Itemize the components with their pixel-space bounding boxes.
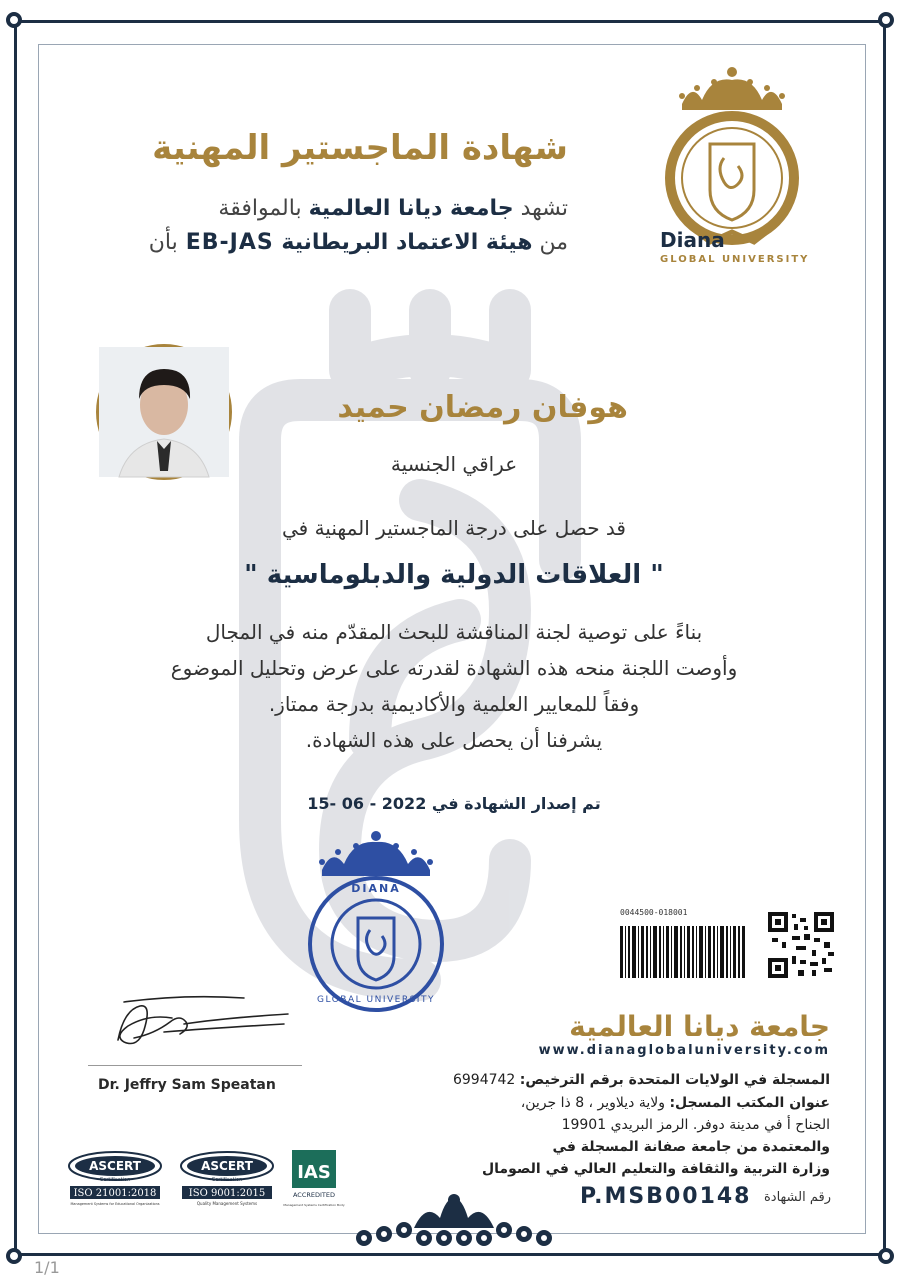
- badge-1-sub: Certification: [99, 1177, 131, 1183]
- corner-ornament: [878, 1248, 894, 1264]
- certificate-number-label: رقم الشهادة: [764, 1190, 831, 1205]
- address-text-1: ولاية ديلاوير ، 8 ذا جرين،: [520, 1095, 665, 1111]
- body-line-4: يشرفنا أن يحصل على هذه الشهادة.: [305, 728, 603, 752]
- badge-3-caption: Management Systems Certification Body: [283, 1203, 345, 1207]
- body-line-3: وفقاً للمعايير العلمية والأكاديمية بدرجة ممتاز.: [268, 692, 640, 716]
- intro-line-1-university: جامعة ديانا العالمية: [308, 196, 514, 221]
- qr-code-icon: [768, 912, 834, 978]
- corner-ornament: [878, 12, 894, 28]
- registration-number: 6994742: [452, 1072, 516, 1088]
- badge-1-iso: ISO 21001:2018: [73, 1188, 157, 1199]
- university-seal-icon: [296, 826, 456, 1026]
- badge-2-caption: Quality Management Systems: [196, 1201, 258, 1206]
- seal-bottom-text: GLOBAL UNIVERSITY: [317, 995, 435, 1005]
- seal-top-text: DIANA: [351, 882, 401, 895]
- accreditation-line-2: وزارة التربية والثقافة والتعليم العالي في الصومال: [482, 1161, 830, 1177]
- certificate-number: P.MSB00148: [580, 1184, 752, 1209]
- logo-brand: Diana: [660, 228, 725, 252]
- badge-1-caption: Management Systems for Educational Organizations: [70, 1202, 160, 1206]
- address-line-1: [521, 1095, 830, 1111]
- barcode-icon: [618, 918, 746, 980]
- page-marker: 1/1: [34, 1258, 60, 1277]
- ascert-iso9001-badge: [178, 1150, 276, 1208]
- intro-line-1: [218, 196, 568, 221]
- body-line-1: بناءً على توصية لجنة المناقشة للبحث المقدّم منه في المجال: [205, 620, 703, 644]
- university-url[interactable]: www.dianaglobaluniversity.com: [538, 1043, 830, 1058]
- university-name-arabic: جامعة ديانا العالمية: [569, 1010, 830, 1043]
- recipient-name: هوفان رمضان حميد: [337, 390, 628, 425]
- recipient-nationality: عراقي الجنسية: [390, 452, 518, 476]
- ias-accredited-badge: [283, 1148, 345, 1212]
- certificate-title: شهادة الماجستير المهنية: [152, 128, 568, 168]
- ascert-badge-icon: [178, 1150, 276, 1208]
- intro-line-2-post: بأن: [148, 230, 178, 255]
- barcode-number: 0044500-018001: [620, 908, 688, 917]
- bottom-ornament-icon: [354, 1188, 554, 1258]
- signature-icon: [104, 992, 294, 1058]
- address-label: عنوان المكتب المسجل:: [669, 1095, 830, 1111]
- corner-ornament: [6, 12, 22, 28]
- ias-badge-icon: [283, 1148, 345, 1212]
- ascert-iso21001-badge: [66, 1150, 164, 1208]
- intro-line-2: [149, 230, 568, 255]
- degree-field: " العلاقات الدولية والدبلوماسية ": [244, 560, 664, 590]
- badge-1-name: ASCERT: [89, 1159, 141, 1173]
- badge-2-iso: ISO 9001:2015: [188, 1188, 266, 1199]
- intro-line-2-authority: هيئة الاعتماد البريطانية EB-JAS: [185, 230, 533, 255]
- logo-subtitle: GLOBAL UNIVERSITY: [660, 254, 810, 265]
- issue-date-label: تم إصدار الشهادة في: [431, 794, 601, 813]
- ascert-badge-icon: [66, 1150, 164, 1208]
- registration-label: المسجلة في الولايات المتحدة برقم الترخيص:: [519, 1072, 830, 1088]
- issue-date-line: [0, 794, 908, 813]
- degree-intro: قد حصل على درجة الماجستير المهنية في: [281, 516, 626, 540]
- intro-line-1-post: بالموافقة: [218, 196, 302, 221]
- corner-ornament: [6, 1248, 22, 1264]
- issue-date: 15- 06 - 2022: [307, 794, 427, 813]
- badge-2-name: ASCERT: [201, 1159, 253, 1173]
- signature-line: [88, 1065, 302, 1066]
- intro-line-2-pre: من: [539, 230, 568, 255]
- body-line-2: وأوصت اللجنة منحه هذه الشهادة لقدرته على عرض وتحليل الموضوع: [170, 656, 738, 680]
- intro-line-1-pre: تشهد: [520, 196, 568, 221]
- badge-3-name: IAS: [297, 1162, 331, 1183]
- badge-3-sub: ACCREDITED: [292, 1191, 336, 1199]
- registration-line: [453, 1072, 830, 1088]
- accreditation-line-1: والمعتمدة من جامعة صفانة المسجلة في: [552, 1139, 830, 1155]
- signer-name: Dr. Jeffry Sam Speatan: [98, 1077, 276, 1093]
- badge-2-sub: Certification: [211, 1177, 243, 1183]
- address-line-2: الجناح أ في مدينة دوفر. الرمز البريدي 19901: [561, 1117, 830, 1133]
